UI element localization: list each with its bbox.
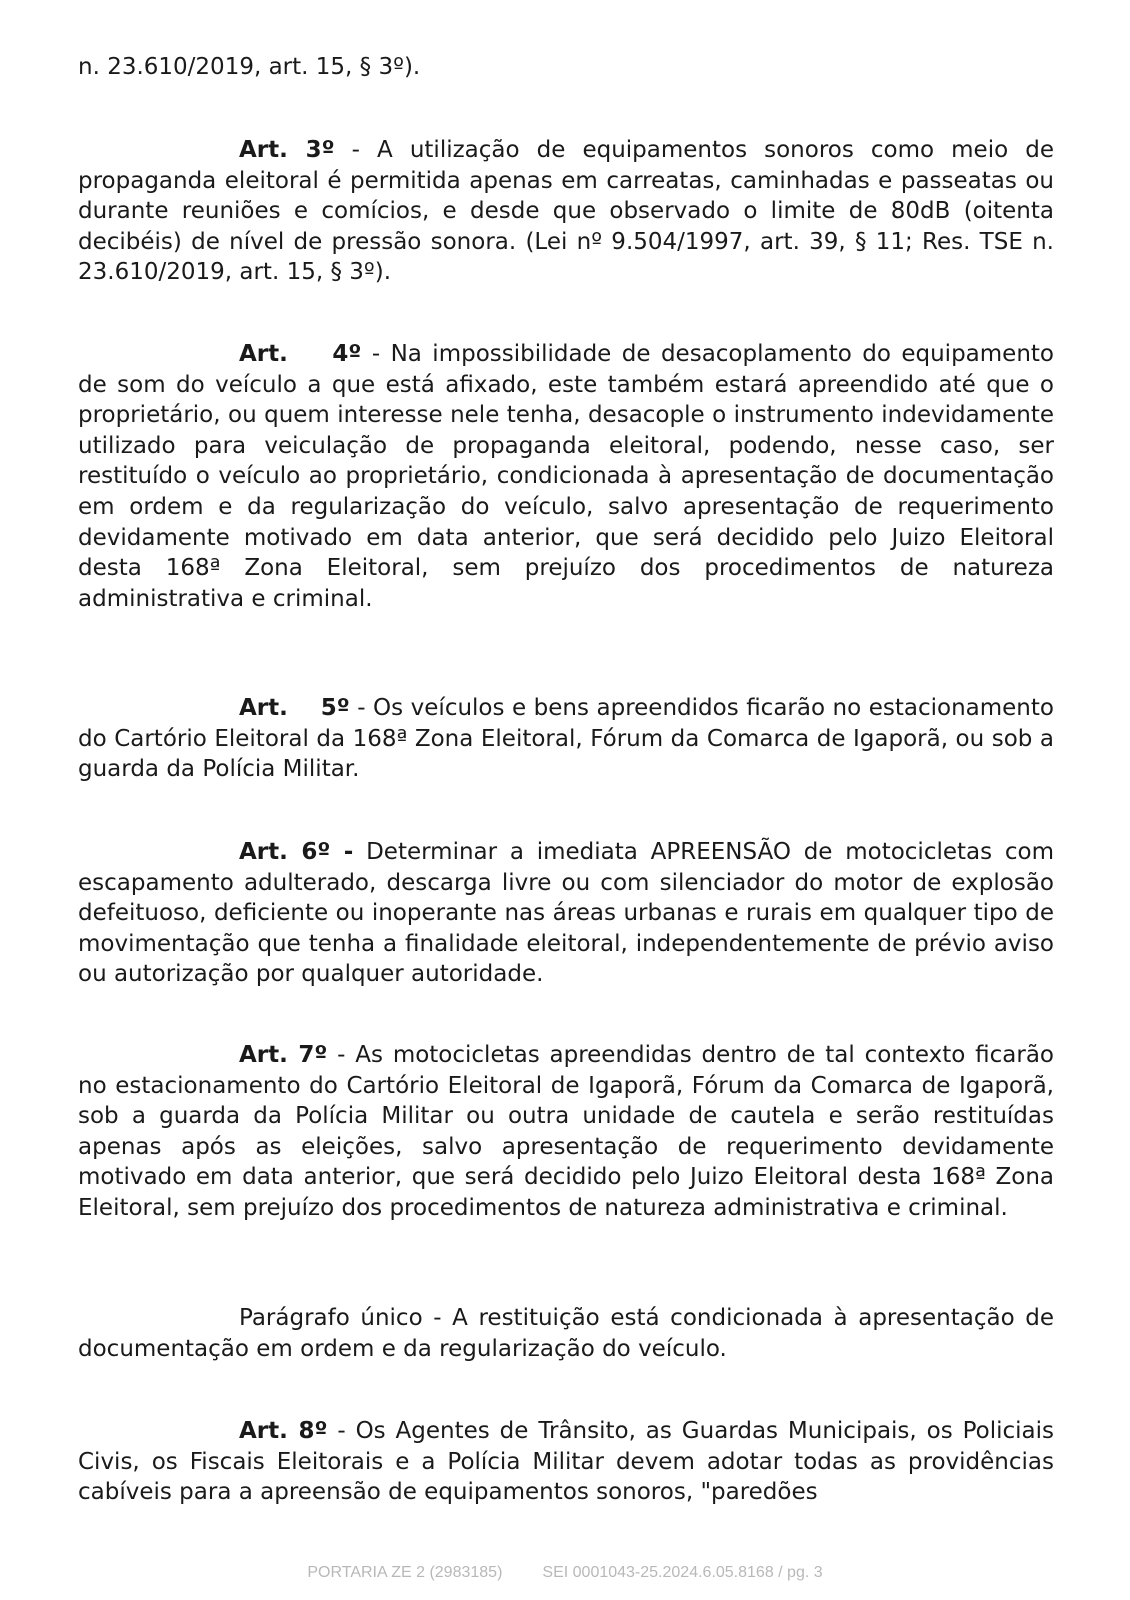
article-label: Art. 6º - <box>239 839 354 865</box>
footer-sei-ref: SEI 0001043-25.2024.6.05.8168 / pg. 3 <box>542 1564 823 1581</box>
article-label: Art. 3º <box>239 137 335 163</box>
article-label: Art. 8º <box>239 1418 328 1444</box>
article-6 <box>78 837 1054 990</box>
article-4 <box>78 339 1054 614</box>
article-label: Art. 4º <box>239 341 362 367</box>
article-label: Art. 5º <box>239 695 350 721</box>
article-5 <box>78 693 1054 785</box>
sole-paragraph <box>78 1303 1054 1364</box>
article-7 <box>78 1040 1054 1224</box>
page-footer <box>0 1564 1130 1582</box>
article-3 <box>78 135 1054 288</box>
article-text: - A utilização de equipamentos sonoros como meio de propaganda eleitoral é permitida apenas em carreatas, caminhadas e passeatas ou durante reuniões e comícios, e desde que observado o limite de 80dB (oitenta decibéis) de nível de pressão sonora. (Lei nº 9.504/1997, art. 39, § 11; Res. TSE n. 23.610/2019, art. 15, § 3º). <box>78 137 1054 286</box>
article-text: Determinar a imediata APREENSÃO de motocicletas com escapamento adulterado, descarga livre ou com silenciador do motor de explosão defeituoso, deficiente ou inoperante nas áreas urbanas e rurais em qualquer tipo de movimentação que tenha a finalidade eleitoral, independentemente de prévio aviso ou autorização por qualquer autoridade. <box>78 839 1054 988</box>
article-text: - Os Agentes de Trânsito, as Guardas Municipais, os Policiais Civis, os Fiscais Eleitorais e a Polícia Militar devem adotar todas as providências cabíveis para a apreensão de equipamentos sonoros, "paredões <box>78 1418 1054 1506</box>
article-text: - Os veículos e bens apreendidos ficarão no estacionamento do Cartório Eleitoral da 168ª Zona Eleitoral, Fórum da Comarca de Igaporã, ou sob a guarda da Polícia Militar. <box>78 695 1054 783</box>
article-text: - As motocicletas apreendidas dentro de tal contexto ficarão no estacionamento do Cartório Eleitoral de Igaporã, Fórum da Comarca de Igaporã, sob a guarda da Polícia Militar ou outra unidade de cautela e serão restituídas apenas após as eleições, salvo apresentação de requerimento devidamente motivado em data anterior, que será decidido pelo Juizo Eleitoral desta 168ª Zona Eleitoral, sem prejuízo dos procedimentos de natureza administrativa e criminal. <box>78 1042 1054 1221</box>
article-8 <box>78 1416 1054 1508</box>
article-text: - Na impossibilidade de desacoplamento do equipamento de som do veículo a que está afixado, este também estará apreendido até que o proprietário, ou quem interesse nele tenha, desacople o instrumento indevidamente utilizado para veiculação de propaganda eleitoral, podendo, nesse caso, ser restituído o veículo ao proprietário, condicionada à apresentação de documentação em ordem e da regularização do veículo, salvo apresentação de requerimento devidamente motivado em data anterior, que será decidido pelo Juizo Eleitoral desta 168ª Zona Eleitoral, sem prejuízo dos procedimentos de natureza administrativa e criminal. <box>78 341 1054 612</box>
paragraph-text: Parágrafo único - A restituição está condicionada à apresentação de documentação em ordem e da regularização do veículo. <box>78 1305 1054 1362</box>
article-label: Art. 7º <box>239 1042 328 1068</box>
lead-line-text: n. 23.610/2019, art. 15, § 3º). <box>78 54 421 80</box>
lead-line <box>78 52 1054 83</box>
footer-doc-ref: PORTARIA ZE 2 (2983185) <box>307 1564 503 1581</box>
